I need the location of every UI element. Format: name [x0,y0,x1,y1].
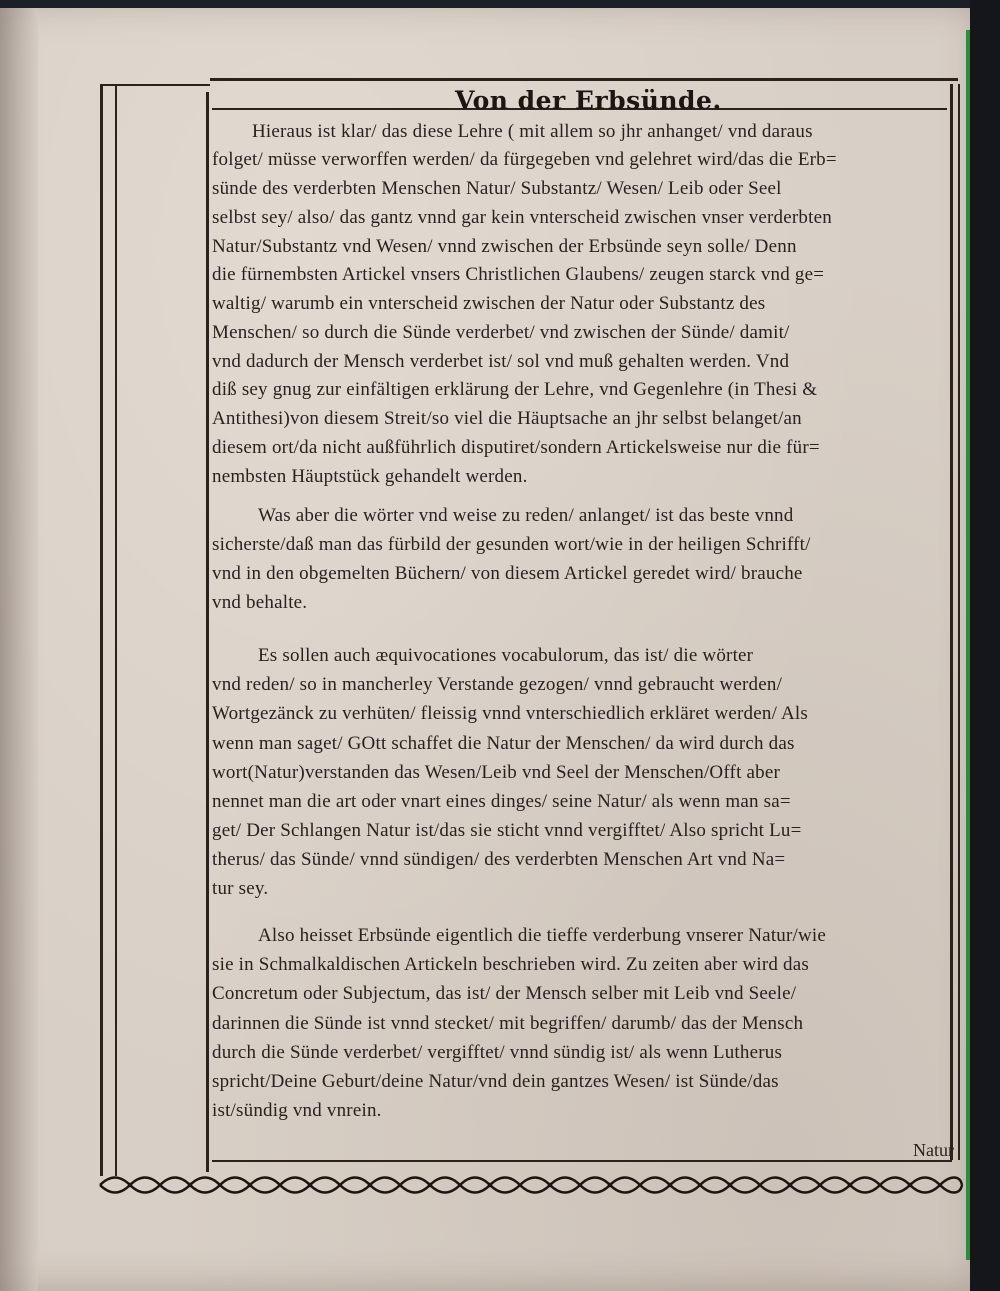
text-line: Wortgezänck zu verhüten/ fleissig vnnd vnterschiedlich erkläret werden/ Als [212,703,808,724]
text-line: sicherste/daß man das fürbild der gesunden wort/wie in der heiligen Schrifft/ [212,534,811,555]
text-line: Antithesi)von diesem Streit/so viel die Häuptsache an jhr selbst belanget/an [212,408,802,429]
text-line: waltig/ warumb ein vnterscheid zwischen der Natur oder Substantz des [212,293,766,314]
text-line: wort(Natur)verstanden das Wesen/Leib vnd Seel der Menschen/Offt aber [212,762,780,783]
text-column-left-rule [206,92,209,1172]
frame-bottom-rule [212,1160,952,1162]
text-line: die fürnembsten Artickel vnsers Christlichen Glaubens/ zeugen starck vnd ge= [212,264,825,285]
text-line: Concretum oder Subjectum, das ist/ der Mensch selber mit Leib vnd Seele/ [212,983,797,1004]
text-line: vnd behalte. [212,592,308,613]
text-line: Menschen/ so durch die Sünde verderbet/ vnd zwischen der Sünde/ damit/ [212,322,790,343]
scan-right-dark-edge [970,0,1000,1291]
scan-top-edge [0,0,1000,8]
text-line: Hieraus ist klar/ das diese Lehre ( mit allem so jhr anhanget/ vnd daraus [252,121,813,142]
text-line: durch die Sünde verderbet/ vergifftet/ vnnd sündig ist/ als wenn Lutherus [212,1042,783,1063]
text-line: folget/ müsse verworffen werden/ da fürgegeben vnd gelehret wird/das die Erb= [212,149,837,170]
frame-left-inner-rule [115,84,117,1176]
text-line: vnd in den obgemelten Büchern/ von diesem Artickel geredet wird/ brauche [212,563,803,584]
text-line: selbst sey/ also/ das gantz vnnd gar kein vnterscheid zwischen vnser verderbten [212,207,832,228]
text-line: vnd reden/ so in mancherley Verstande gezogen/ vnnd gebraucht werden/ [212,674,783,695]
text-line: Es sollen auch æquivocationes vocabulorum, das ist/ die wörter [258,645,754,666]
text-line: Also heisset Erbsünde eigentlich die tieffe verderbung vnserer Natur/wie [258,925,827,946]
text-line: Was aber die wörter vnd weise zu reden/ anlanget/ ist das beste vnnd [258,505,794,526]
frame-left-outer-rule [100,84,103,1176]
text-line: sünde des verderbten Menschen Natur/ Substantz/ Wesen/ Leib oder Seel [212,178,782,199]
frame-right-outer-rule [958,84,960,1160]
text-line: spricht/Deine Geburt/deine Natur/vnd dein gantzes Wesen/ ist Sünde/das [212,1071,779,1092]
text-line: therus/ das Sünde/ vnnd sündigen/ des verderbten Menschen Art vnd Na= [212,849,786,870]
text-line: wenn man saget/ GOtt schaffet die Natur der Menschen/ da wird durch das [212,733,795,754]
text-line: diß sey gnug zur einfältigen erklärung der Lehre, vnd Gegenlehre (in Thesi & [212,379,818,400]
text-line: Natur/Substantz vnd Wesen/ vnnd zwischen der Erbsünde seyn solle/ Denn [212,236,797,257]
text-line: tur sey. [212,878,269,899]
catchword: Natur [913,1140,954,1160]
decorative-border-ornament [96,1172,966,1198]
text-line: sie in Schmalkaldischen Artickeln beschrieben wird. Zu zeiten aber wird das [212,954,809,975]
text-line: darinnen die Sünde ist vnnd stecket/ mit begriffen/ darumb/ das der Mensch [212,1013,804,1034]
frame-top-rule [210,78,958,81]
text-line: vnd dadurch der Mensch verderbet ist/ sol vnd muß gehalten werden. Vnd [212,351,790,372]
text-line: nennet man die art oder vnart eines dinges/ seine Natur/ als wenn man sa= [212,791,791,812]
page-title: Von der Erbsünde. [455,86,722,115]
text-line: get/ Der Schlangen Natur ist/das sie sticht vnnd vergifftet/ Also spricht Lu= [212,820,802,841]
text-line: nembsten Häuptstück gehandelt werden. [212,466,528,487]
text-line: diesem ort/da nicht außführlich disputiret/sondern Artickelsweise nur die für= [212,437,820,458]
text-line: ist/sündig vnd vnrein. [212,1100,382,1121]
page-left-shadow [0,0,38,1291]
